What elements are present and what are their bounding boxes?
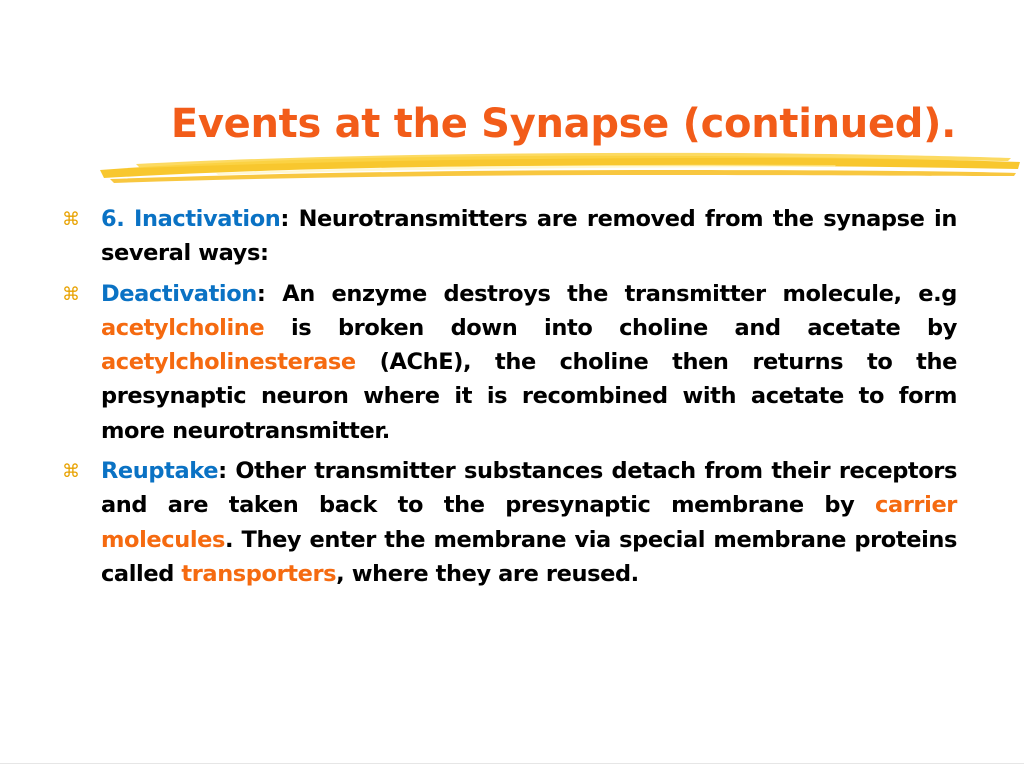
footer-divider [0, 763, 1024, 764]
keyword-acetylcholine: acetylcholine [101, 314, 265, 341]
term-deactivation: Deactivation [101, 280, 257, 307]
bullet-body: : Neurotransmitters are removed from the synapse in several ways: [101, 206, 957, 267]
bullet-body: is broken down into choline and acetate by [264, 314, 957, 341]
bullet-body: : An enzyme destroys the transmitter molecule, e.g [256, 280, 957, 307]
keyword-carrier-molecules: carrier molecules [101, 492, 957, 553]
bullet-list [62, 202, 957, 597]
bullet-deactivation [62, 277, 957, 448]
term-inactivation: 6. Inactivation [101, 206, 281, 232]
bullet-body: . They enter the membrane via special membrane proteins called [101, 526, 957, 587]
keyword-acetylcholinesterase: acetylcholinesterase [101, 349, 356, 376]
bullet-body: : Other transmitter substances detach from their receptors and are taken back to the presynaptic membrane by [101, 458, 957, 519]
keyword-transporters: transporters [181, 560, 337, 587]
bullet-text [101, 277, 957, 448]
bullet-text [101, 454, 957, 591]
bullet-text [101, 202, 957, 271]
command-key-icon: ⌘ [62, 283, 80, 305]
term-reuptake: Reuptake [101, 458, 219, 485]
bullet-inactivation [62, 202, 957, 271]
bullet-reuptake [62, 454, 957, 591]
command-key-icon: ⌘ [62, 461, 80, 483]
bullet-body: , where they are reused. [336, 560, 639, 587]
bullet-body: (AChE), the choline then returns to the presynaptic neuron where it is recombined with acetate to form more neurotransmitter. [101, 349, 957, 444]
command-key-icon: ⌘ [62, 209, 80, 230]
title-brush-underline [96, 148, 1024, 188]
slide-title: Events at the Synapse (continued). [170, 101, 956, 147]
